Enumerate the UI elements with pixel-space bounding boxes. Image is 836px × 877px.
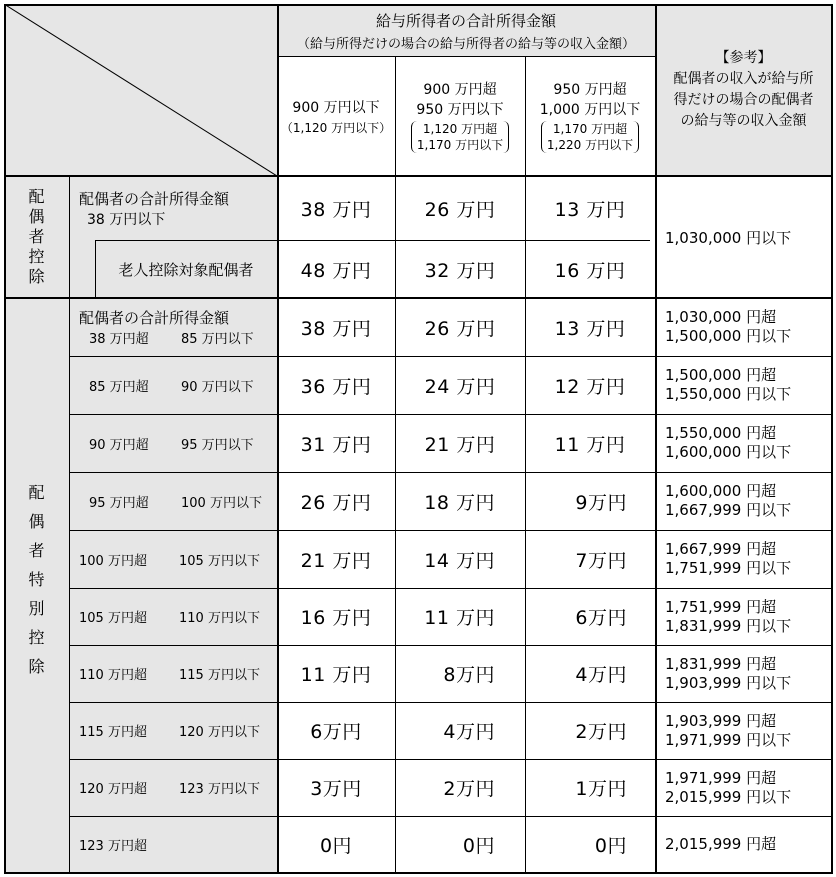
section2-row-v3: 12 万円 [554, 375, 626, 398]
header-ref-title: 【参考】 [715, 50, 772, 66]
section2-row-range [79, 434, 254, 453]
section2-row-v2: 4万円 [443, 721, 495, 743]
section1-row1-label1: 配偶者の合計所得金額 [79, 189, 230, 208]
section2-row-v1: 6万円 [310, 721, 362, 743]
section1-ref: 1,030,000 円以下 [665, 228, 792, 247]
section2-row-ref [655, 816, 832, 873]
section2-row-ref [655, 298, 832, 356]
section2-row-v3: 0円 [594, 835, 627, 857]
section2-row-range [79, 721, 260, 740]
header-col3-br2: 1,220 万円以下 [546, 138, 634, 152]
section2-side-label [4, 478, 69, 698]
section1-row2-v1: 48 万円 [300, 259, 372, 282]
section2-ref-line2: 1,903,999 円以下 [665, 673, 792, 692]
section1-row2-label: 老人控除対象配偶者 [118, 260, 254, 279]
section2-row-v1: 11 万円 [300, 664, 372, 686]
section2-ref-line2: 1,667,999 円以下 [665, 501, 792, 519]
section2-row-range [79, 550, 260, 569]
section2-row-v1: 21 万円 [300, 549, 372, 572]
section2-row-v1: 26 万円 [300, 491, 372, 514]
header-col2-line2: 950 万円以下 [416, 102, 504, 118]
header-col2 [395, 56, 525, 176]
section2-range-to: 105 万円以下 [179, 553, 260, 569]
section-sep [4, 297, 832, 299]
s2-row-sep-3 [69, 530, 832, 531]
section1-row2-v2: 32 万円 [424, 259, 496, 282]
section2-char: 控 [28, 628, 45, 647]
section1-char: 除 [28, 267, 45, 286]
header-sep-main [277, 56, 655, 57]
vline-col3 [525, 56, 526, 873]
section2-row-label [69, 759, 277, 816]
section2-ref-line1: 1,600,000 円超 [665, 482, 777, 500]
section2-range-from: 105 万円超 [79, 611, 147, 626]
header-bottom [4, 175, 832, 177]
header-col3 [525, 56, 655, 176]
section2-row-label [69, 356, 277, 414]
section1-char: 者 [28, 227, 45, 246]
header-main [277, 6, 655, 56]
header-ref [655, 4, 832, 176]
header-col1 [277, 56, 395, 176]
s2-row-sep-8 [69, 816, 832, 817]
section2-row-v2: 11 万円 [424, 607, 495, 629]
section2-range-to: 95 万円以下 [181, 437, 254, 453]
s1-sub-vline [95, 240, 96, 298]
header-col3-bracket [541, 121, 639, 153]
section2-char: 配 [28, 483, 45, 502]
section1-row1-label2: 38 万円以下 [87, 211, 166, 228]
section2-row-ref [655, 472, 832, 530]
s1-row-sep [95, 240, 650, 241]
section2-row-v2: 2万円 [443, 778, 495, 800]
section2-row-v1: 31 万円 [300, 433, 372, 456]
section2-row-v2: 26 万円 [424, 317, 496, 340]
section1-side-label [4, 176, 69, 298]
section2-row-label [69, 645, 277, 702]
section2-range-to: 100 万円以下 [181, 495, 262, 511]
section2-ref-line2: 1,550,000 円以下 [665, 385, 792, 403]
section2-char: 偶 [28, 512, 45, 531]
section2-row-v1: 36 万円 [300, 375, 372, 398]
section2-ref-line1: 2,015,999 円超 [665, 835, 777, 853]
header-col1-line1: 900 万円以下 [292, 99, 380, 116]
header-col2-line1: 900 万円超 [423, 82, 497, 98]
s2-row-sep-2 [69, 472, 832, 473]
s2-row-sep-4 [69, 588, 832, 589]
s2-row-sep-6 [69, 702, 832, 703]
border-right [831, 4, 833, 874]
section2-row-ref [655, 759, 832, 816]
vline-side [69, 176, 70, 873]
section2-range-from: 120 万円超 [79, 782, 147, 797]
section2-row-range [79, 664, 260, 683]
section2-ref-line2: 1,831,999 円以下 [665, 616, 792, 635]
section2-ref-line2: 1,600,000 円以下 [665, 443, 792, 461]
section2-range-to: 123 万円以下 [179, 782, 260, 797]
s2-row-sep-1 [69, 414, 832, 415]
header-col1-line2: （1,120 万円以下） [280, 120, 392, 135]
section2-char: 除 [28, 657, 45, 676]
header-ref-line3: の給与等の収入金額 [680, 113, 807, 129]
s2-row-sep-7 [69, 759, 832, 760]
section2-range-from: 90 万円超 [89, 437, 149, 453]
section2-ref-line1: 1,500,000 円超 [665, 366, 777, 384]
header-ref-line1: 配偶者の収入が給与所 [673, 71, 814, 87]
section2-head-label: 配偶者の合計所得金額 [79, 309, 230, 327]
section2-char: 者 [28, 541, 45, 560]
section2-row-ref [655, 356, 832, 414]
section2-range-from: 38 万円超 [89, 332, 149, 347]
header-col2-br2: 1,170 万円以下 [416, 138, 504, 152]
section2-row-v3: 11 万円 [554, 433, 626, 456]
section2-ref-line2: 2,015,999 円以下 [665, 787, 792, 806]
section2-range-from: 123 万円超 [79, 839, 147, 854]
section2-row-range [79, 376, 254, 395]
section2-row-v3: 1万円 [575, 778, 627, 800]
section2-range-from: 115 万円超 [79, 725, 147, 740]
section2-range-to: 85 万円以下 [181, 332, 254, 347]
section1-row1-v2: 26 万円 [424, 198, 496, 221]
header-col2-bracket [411, 121, 509, 153]
border-top [4, 4, 832, 6]
section2-row-v1: 0円 [319, 835, 353, 857]
section2-row-label [69, 816, 277, 873]
header-col3-br1: 1,170 万円超 [552, 122, 628, 136]
section2-range-to: 90 万円以下 [181, 379, 254, 395]
section2-row-label [69, 530, 277, 588]
section2-row-ref [655, 702, 832, 759]
corner-diagonal [4, 4, 277, 176]
section2-ref-line1: 1,971,999 円超 [665, 768, 777, 787]
section2-row-v1: 3万円 [310, 778, 362, 800]
border-bottom [4, 872, 832, 874]
section2-row-ref [655, 645, 832, 702]
section2-range-from: 100 万円超 [79, 553, 147, 569]
section1-char: 控 [28, 247, 45, 266]
header-ref-line2: 得だけの場合の配偶者 [673, 92, 814, 108]
section2-row-v1: 16 万円 [300, 607, 372, 629]
section1-row1-v3: 13 万円 [554, 198, 626, 221]
section2-row-range [79, 328, 254, 347]
section2-ref-line2: 1,500,000 円以下 [665, 327, 792, 345]
section2-range-to: 110 万円以下 [179, 611, 260, 626]
section2-ref-line1: 1,667,999 円超 [665, 540, 777, 558]
section2-range-from: 110 万円超 [79, 668, 147, 683]
section2-ref-line1: 1,903,999 円超 [665, 711, 777, 730]
section2-range-from: 85 万円超 [89, 379, 149, 395]
section1-row1-label [69, 176, 277, 240]
section2-range-to: 115 万円以下 [179, 668, 260, 683]
section1-row1-v1: 38 万円 [300, 198, 372, 221]
section2-row-label [69, 298, 277, 356]
section2-row-ref [655, 414, 832, 472]
section2-range-from: 95 万円超 [89, 495, 149, 511]
header-col3-line1: 950 万円超 [553, 82, 627, 98]
section2-row-label [69, 414, 277, 472]
vline-ref [655, 4, 657, 873]
section2-row-label [69, 472, 277, 530]
section1-char: 配 [28, 187, 45, 206]
s2-row-sep-5 [69, 645, 832, 646]
section2-row-v2: 0円 [462, 835, 495, 857]
section2-row-ref [655, 530, 832, 588]
section2-row-ref [655, 588, 832, 645]
section2-row-label [69, 702, 277, 759]
section2-char: 特 [28, 570, 45, 589]
header-col2-br1: 1,120 万円超 [422, 122, 498, 136]
header-main-subtitle: （給与所得だけの場合の給与所得者の給与等の収入金額） [296, 37, 635, 52]
section2-ref-line1: 1,030,000 円超 [665, 308, 777, 326]
section2-row-range [79, 492, 262, 511]
section2-row-v3: 6万円 [575, 607, 627, 629]
section2-row-v2: 18 万円 [424, 491, 495, 514]
section2-ref-line1: 1,751,999 円超 [665, 597, 777, 616]
section2-row-label [69, 588, 277, 645]
section2-row-range [79, 835, 179, 854]
section2-row-v2: 14 万円 [424, 549, 495, 572]
section2-ref-line1: 1,550,000 円超 [665, 424, 777, 442]
section2-ref-line1: 1,831,999 円超 [665, 654, 777, 673]
section2-row-v3: 9万円 [575, 491, 627, 514]
vline-col2 [395, 56, 396, 873]
header-col3-line2: 1,000 万円以下 [539, 102, 641, 118]
header-main-title: 給与所得者の合計所得金額 [375, 12, 556, 30]
section2-ref-line2: 1,751,999 円以下 [665, 559, 792, 577]
section1-char: 偶 [28, 207, 45, 226]
section2-row-range [79, 607, 260, 626]
section2-row-v3: 2万円 [575, 721, 627, 743]
section2-row-v2: 8万円 [443, 664, 495, 686]
section2-range-to: 120 万円以下 [179, 725, 260, 740]
section2-row-range [79, 778, 260, 797]
section2-row-v2: 21 万円 [424, 433, 496, 456]
section2-row-v3: 13 万円 [554, 317, 626, 340]
section2-row-v1: 38 万円 [300, 317, 372, 340]
section2-char: 別 [28, 599, 45, 618]
section2-row-v3: 4万円 [575, 664, 627, 686]
s2-row-sep-0 [69, 356, 832, 357]
section2-row-v3: 7万円 [575, 549, 627, 572]
section2-ref-line2: 1,971,999 円以下 [665, 730, 792, 749]
section2-row-v2: 24 万円 [424, 375, 496, 398]
vline-col1 [277, 4, 279, 873]
section1-row2-v3: 16 万円 [554, 259, 626, 282]
border-left [4, 4, 6, 874]
